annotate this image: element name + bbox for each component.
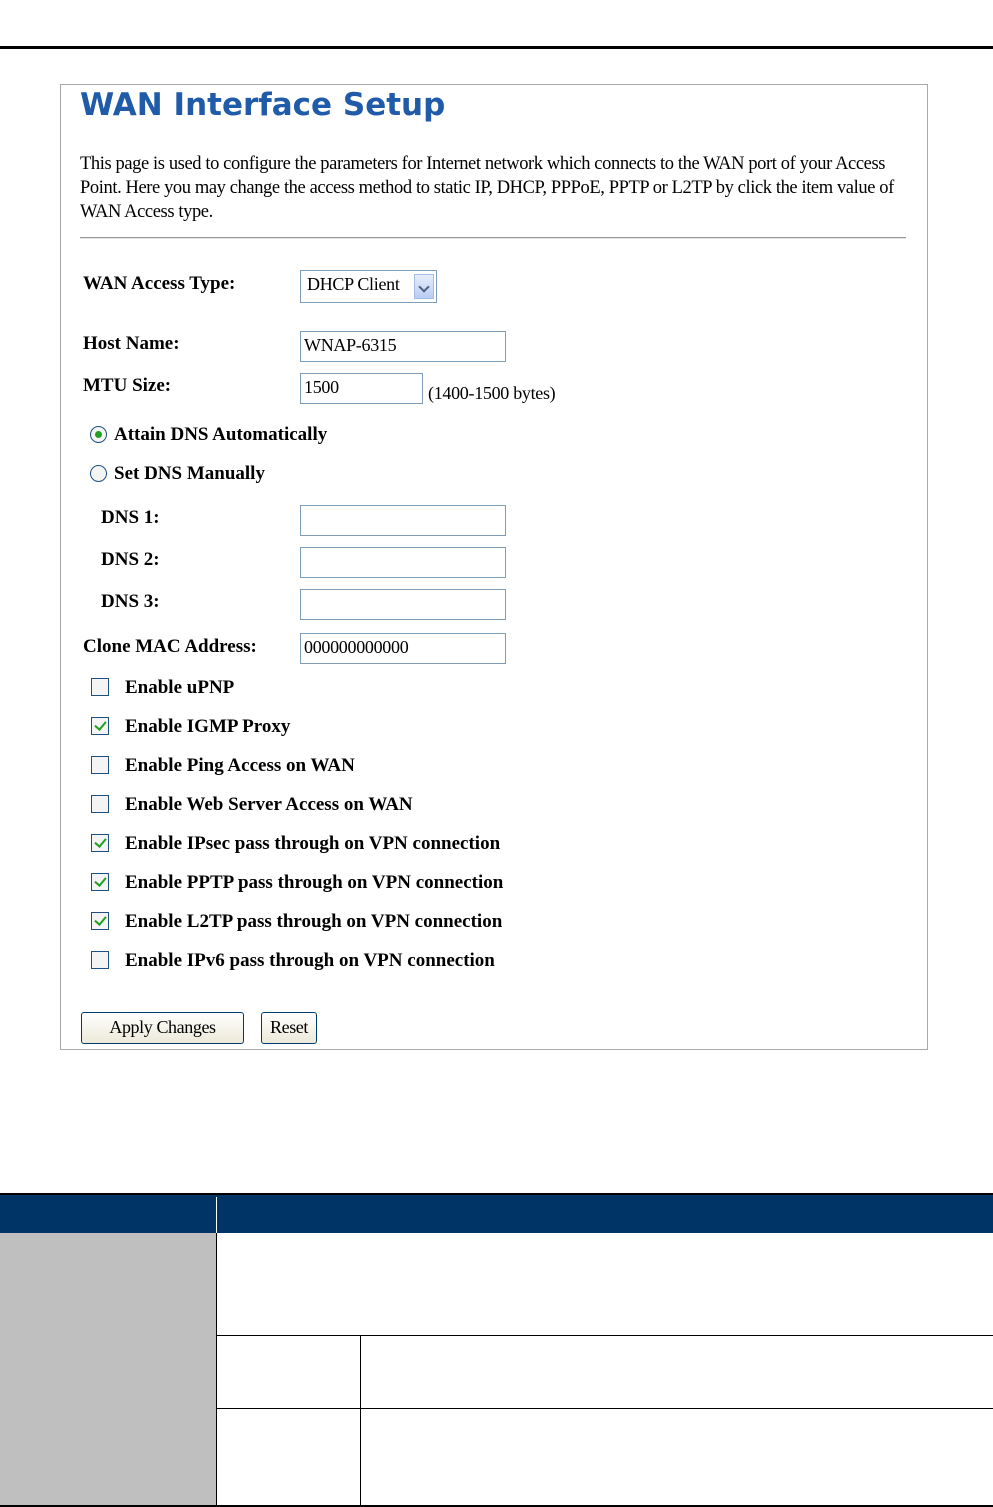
page-description: This page is used to configure the parameters for Internet network which connects to the WAN port of your Access Point. Here you may change the access method to static IP, DHCP, PPPoE, PPTP or L2TP by click the item value of WAN Access type. xyxy=(80,154,894,222)
wan-setup-panel xyxy=(60,84,928,1050)
host-name-input[interactable]: WNAP-6315 xyxy=(300,331,506,362)
chevron-down-icon[interactable] xyxy=(414,274,434,299)
mtu-size-hint: (1400-1500 bytes) xyxy=(428,383,556,403)
enable-igmp-proxy-label: Enable IGMP Proxy xyxy=(125,716,291,737)
table-header-row xyxy=(0,1193,993,1233)
dns1-input[interactable] xyxy=(300,505,506,536)
enable-l2tp-passthrough-label: Enable L2TP pass through on VPN connection xyxy=(125,911,503,932)
page-top-rule xyxy=(0,46,993,49)
host-name-label: Host Name: xyxy=(83,333,180,354)
enable-ipv6-passthrough-checkbox[interactable] xyxy=(91,951,109,969)
dns-manual-label: Set DNS Manually xyxy=(114,463,265,484)
apply-changes-button[interactable]: Apply Changes xyxy=(81,1012,244,1044)
section-divider xyxy=(80,237,906,239)
dns-auto-radio[interactable] xyxy=(90,426,107,443)
clone-mac-label: Clone MAC Address: xyxy=(83,636,257,657)
wan-access-type-value: DHCP Client xyxy=(307,274,400,294)
clone-mac-input[interactable]: 000000000000 xyxy=(300,633,506,664)
enable-web-server-access-label: Enable Web Server Access on WAN xyxy=(125,794,413,815)
reset-button[interactable]: Reset xyxy=(261,1012,317,1044)
enable-ipsec-passthrough-checkbox[interactable] xyxy=(91,834,109,852)
enable-upnp-label: Enable uPNP xyxy=(125,677,235,698)
dns3-label: DNS 3: xyxy=(101,591,160,612)
enable-pptp-passthrough-label: Enable PPTP pass through on VPN connection xyxy=(125,872,504,893)
enable-igmp-proxy-checkbox[interactable] xyxy=(91,717,109,735)
enable-upnp-checkbox[interactable] xyxy=(91,678,109,696)
enable-l2tp-passthrough-checkbox[interactable] xyxy=(91,912,109,930)
enable-pptp-passthrough-checkbox[interactable] xyxy=(91,873,109,891)
enable-ipv6-passthrough-label: Enable IPv6 pass through on VPN connection xyxy=(125,950,495,971)
wan-access-type-label: WAN Access Type: xyxy=(83,273,236,294)
parameter-table xyxy=(0,1193,993,1507)
dns-manual-radio[interactable] xyxy=(90,465,107,482)
dns-auto-label: Attain DNS Automatically xyxy=(114,424,328,445)
page-title: WAN Interface Setup xyxy=(80,87,446,123)
enable-ping-access-label: Enable Ping Access on WAN xyxy=(125,755,355,776)
dns3-input[interactable] xyxy=(300,589,506,620)
wan-access-type-select[interactable] xyxy=(300,270,437,303)
dns2-label: DNS 2: xyxy=(101,549,160,570)
enable-ping-access-checkbox[interactable] xyxy=(91,756,109,774)
enable-ipsec-passthrough-label: Enable IPsec pass through on VPN connection xyxy=(125,833,501,854)
dns1-label: DNS 1: xyxy=(101,507,160,528)
mtu-size-input[interactable]: 1500 xyxy=(300,373,423,404)
mtu-size-label: MTU Size: xyxy=(83,375,172,396)
dns2-input[interactable] xyxy=(300,547,506,578)
enable-web-server-access-checkbox[interactable] xyxy=(91,795,109,813)
table-row-label-cell xyxy=(0,1233,216,1507)
